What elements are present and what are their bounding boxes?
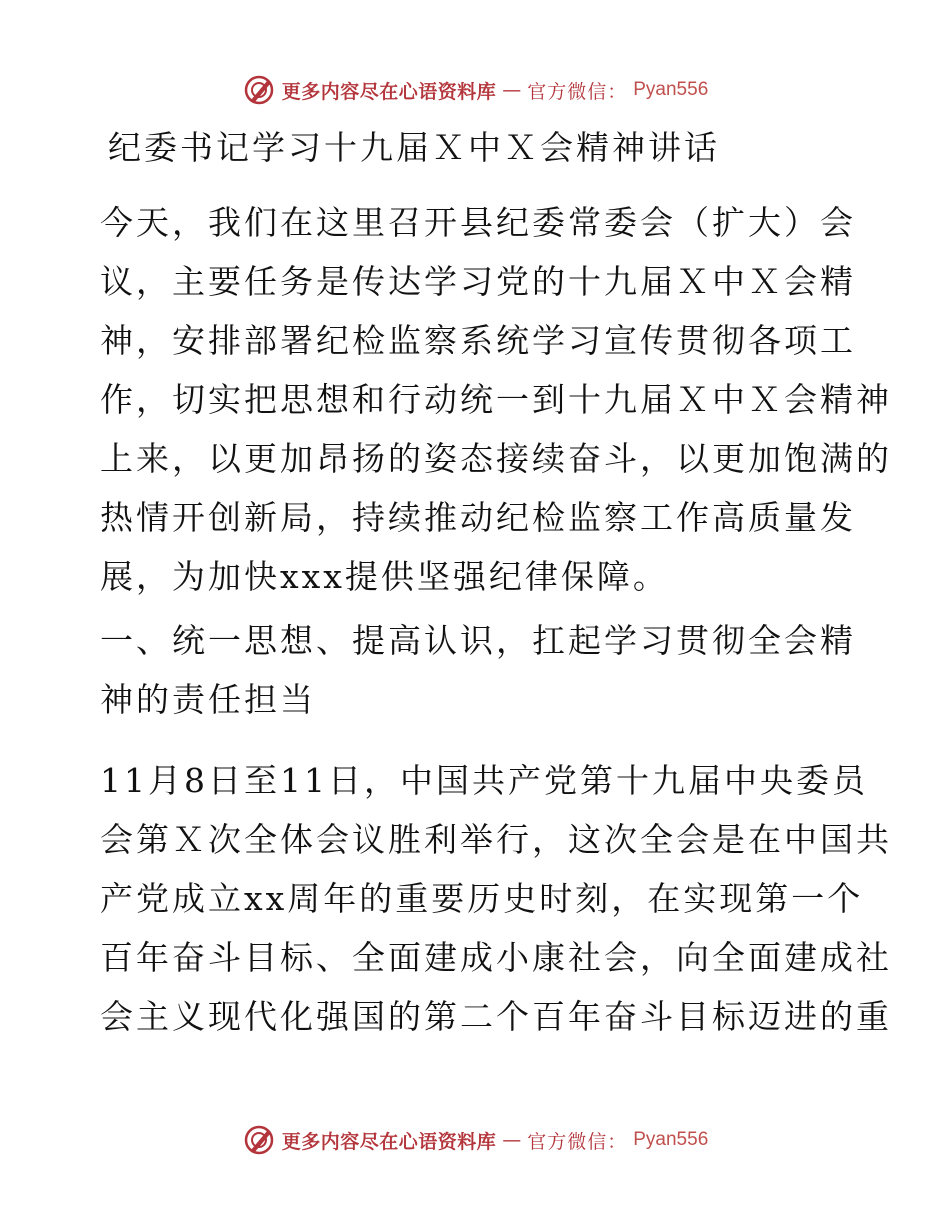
text-line: 会第Ｘ次全体会议胜利举行，这次全会是在中国共: [100, 820, 892, 859]
banner-subtitle: 官方微信：: [527, 80, 628, 103]
text-line: 会主义现代化强国的第二个百年奋斗目标迈进的重: [100, 997, 892, 1036]
banner-wechat-id: Pyan556: [633, 79, 709, 100]
banner-dash: —: [502, 1129, 522, 1151]
text-line: 议，主要任务是传达学习党的十九届Ｘ中Ｘ会精: [100, 262, 856, 301]
banner-subtitle: 官方微信：: [527, 1130, 628, 1153]
text-line: 上来，以更加昂扬的姿态接续奋斗，以更加饱满的: [100, 439, 892, 478]
pen-logo-icon: [242, 1123, 276, 1157]
document-title: 纪委书记学习十九届Ｘ中Ｘ会精神讲话: [108, 128, 720, 167]
text-line: 11月8日至11日，中国共产党第十九届中央委员: [100, 761, 868, 800]
header-watermark-banner: [0, 70, 950, 110]
text-line: 热情开创新局，持续推动纪检监察工作高质量发: [100, 498, 856, 537]
footer-watermark-banner: [0, 1120, 950, 1160]
pen-logo-icon: [242, 73, 276, 107]
text-line: 今天，我们在这里召开县纪委常委会（扩大）会: [100, 203, 856, 242]
text-line: 百年奋斗目标、全面建成小康社会，向全面建成社: [100, 938, 892, 977]
banner-text: 更多内容尽在心语资料库: [281, 80, 497, 103]
paragraph-body: [100, 751, 892, 1046]
paragraph-intro: [100, 193, 892, 606]
section-heading: [100, 611, 856, 729]
text-line: 神，安排部署纪检监察系统学习宣传贯彻各项工: [100, 321, 856, 360]
text-line: 作，切实把思想和行动统一到十九届Ｘ中Ｘ会精神: [100, 380, 892, 419]
banner-wechat-id: Pyan556: [633, 1129, 709, 1150]
banner-dash: —: [502, 79, 522, 101]
banner-text: 更多内容尽在心语资料库: [281, 1130, 497, 1153]
text-line: 产党成立xx周年的重要历史时刻，在实现第一个: [100, 879, 864, 918]
text-line: 展，为加快xxx提供坚强纪律保障。: [100, 557, 669, 596]
text-line: 神的责任担当: [100, 680, 316, 719]
text-line: 一、统一思想、提高认识，扛起学习贯彻全会精: [100, 621, 856, 660]
